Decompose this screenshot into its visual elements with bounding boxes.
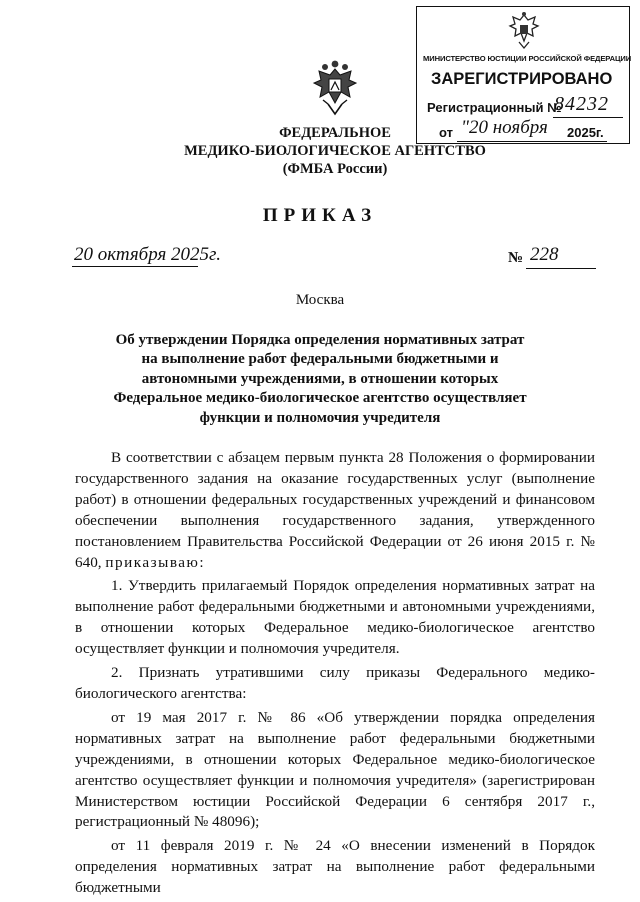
order-city: Москва	[295, 292, 345, 308]
agency-name-line3: (ФМБА России)	[282, 161, 388, 177]
paragraph-repealed-order-2: от 11 февраля 2019 г. № 24 «О внесении изменений в Порядок определения нормативных затрат на выполнение работ федеральными бюджетными	[75, 837, 595, 897]
order-title: ПРИКАЗ	[262, 205, 378, 226]
coat-of-arms-icon	[311, 60, 359, 118]
stamp-date-value: "20 ноября	[461, 117, 548, 138]
paragraph-item-2: 2. Признать утратившими силу приказы Федерального медико-биологического агентства:	[75, 664, 595, 702]
agency-name-line1: ФЕДЕРАЛЬНОЕ	[279, 125, 391, 141]
stamp-registered-label: ЗАРЕГИСТРИРОВАНО	[431, 70, 613, 88]
stamp-ministry-name: МИНИСТЕРСТВО ЮСТИЦИИ РОССИЙСКОЙ ФЕДЕРАЦИИ	[423, 54, 632, 63]
agency-name	[170, 124, 500, 178]
stamp-reg-number-underline	[553, 117, 623, 118]
stamp-year: 2025г.	[567, 125, 604, 140]
order-number-underline	[526, 268, 596, 269]
document-title: Об утверждении Порядка определения нормативных затрат на выполнение работ федеральными бюджетными и автономными учреждениями, в отношении которых Федеральное медико-биологическое агентство осуществляет функции и полномочия учредителя	[113, 332, 527, 426]
document-body	[75, 448, 595, 902]
paragraph-preamble	[75, 448, 595, 573]
agency-name-line2: МЕДИКО-БИОЛОГИЧЕСКОЕ АГЕНТСТВО	[184, 143, 486, 159]
order-date: 20 октября 2025г.	[74, 244, 221, 265]
order-number-value: 228	[530, 244, 559, 265]
order-date-underline	[72, 266, 198, 267]
preamble-text: В соответствии с абзацем первым пункта 28 Положения о формировании государственного задания на оказание государственных услуг (выполнение работ) в отношении федеральных государственных учреждений и финансовом обеспечении выполнения государственного задания, утвержденного постановлением Правительства Российской Федерации от 26 июня 2015 г. № 640,	[75, 449, 595, 571]
order-word: приказываю:	[105, 553, 206, 571]
stamp-reg-number-label: Регистрационный №	[427, 100, 562, 115]
paragraph-repealed-order-1: от 19 мая 2017 г. № 86 «Об утверждении порядка определения нормативных затрат на выполнение работ федеральными бюджетными учреждениями, в отношении которых Федеральное медико-биологическое агентство осуществляет функции и полномочия учредителя» (зарегистрирован Министерством юстиции Российской Федерации 6 сентября 2017 г., регистрационный № 48096);	[75, 708, 595, 831]
double-headed-eagle-icon	[507, 11, 541, 51]
paragraph-item-1: 1. Утвердить прилагаемый Порядок определения нормативных затрат на выполнение работ федеральными бюджетными и автономными учреждениями, в отношении которых Федеральное медико-биологическое агентство осуществляет функции и полномочия учредителя.	[75, 577, 595, 658]
stamp-date-label: от	[439, 125, 453, 140]
order-number-label: №	[508, 250, 524, 266]
stamp-reg-number-value: 84232	[554, 93, 609, 115]
